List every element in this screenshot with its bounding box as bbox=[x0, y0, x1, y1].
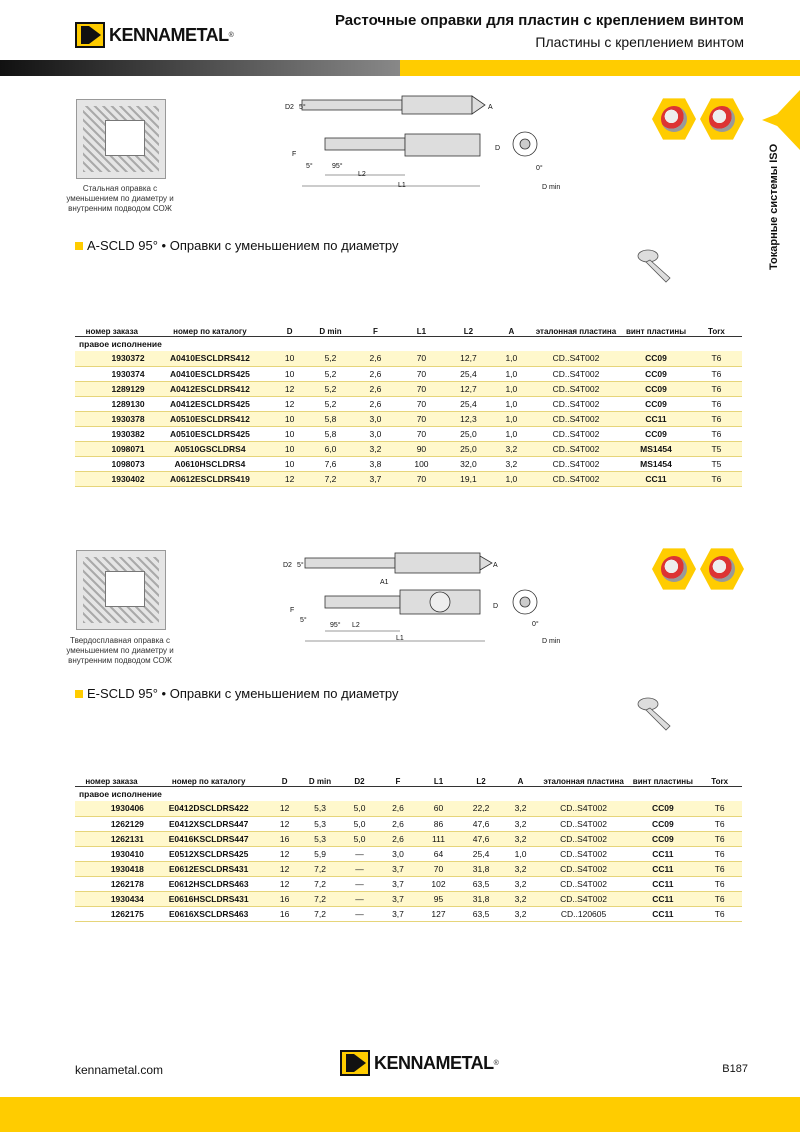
table-row bbox=[75, 411, 742, 426]
table-row bbox=[75, 846, 742, 861]
table-cell: E0612ESCLDRS431 bbox=[148, 861, 270, 876]
insert-icon bbox=[661, 556, 687, 582]
svg-text:0°: 0° bbox=[532, 621, 539, 628]
table-cell: 12 bbox=[269, 816, 299, 831]
insert-icon bbox=[709, 106, 735, 132]
yellow-square-icon bbox=[75, 690, 83, 698]
table-cell: 5,0 bbox=[340, 816, 378, 831]
table-row bbox=[75, 906, 742, 921]
table-cell: 1930406 bbox=[75, 801, 148, 816]
group-label: правое исполнение bbox=[75, 336, 742, 351]
page-header bbox=[0, 0, 800, 80]
table-cell: 1,0 bbox=[492, 411, 531, 426]
table-cell: 3,2 bbox=[502, 816, 538, 831]
table-cell: A0612ESCLDRS419 bbox=[149, 471, 272, 486]
svg-text:L2: L2 bbox=[352, 622, 360, 629]
table-cell: CD..S4T002 bbox=[539, 831, 629, 846]
table-cell: 6,0 bbox=[308, 441, 353, 456]
table-cell: CD..S4T002 bbox=[539, 846, 629, 861]
table-row bbox=[75, 801, 742, 816]
table-cell: 5,8 bbox=[308, 426, 353, 441]
table-cell: CC09 bbox=[628, 816, 697, 831]
insert-badge-1 bbox=[652, 97, 696, 141]
table-cell: CD..S4T002 bbox=[531, 381, 621, 396]
chevron-left-icon bbox=[762, 90, 800, 150]
svg-text:0°: 0° bbox=[536, 165, 543, 172]
table-cell: E0612HSCLDRS463 bbox=[148, 876, 270, 891]
table-cell: 1930418 bbox=[75, 861, 148, 876]
screw-icon bbox=[634, 692, 674, 732]
footer-bar bbox=[0, 1097, 800, 1132]
table-cell: T6 bbox=[697, 846, 742, 861]
table-row bbox=[75, 396, 742, 411]
insert-icon bbox=[709, 556, 735, 582]
table-cell: 16 bbox=[269, 906, 299, 921]
table-cell: 1,0 bbox=[492, 426, 531, 441]
table-cell: CD..120605 bbox=[539, 906, 629, 921]
table-cell: T6 bbox=[697, 816, 742, 831]
table-cell: 1930382 bbox=[75, 426, 149, 441]
table-cell: 1262175 bbox=[75, 906, 148, 921]
svg-text:A: A bbox=[493, 562, 498, 569]
section-e-table: номер заказа номер по каталогу D D min D2 F L1 L2 A эталонная пластина винт пластины Torx правое исполнение 1930406 E0412DSCLDRS422 12 5,3 5,0 2,6 60 22,2 3,2 CD..S4T002 CC09 T6 1262129 E0412XSCLDRS447 12 5,3 5,0 2,6 86 47,6 3,2 CD..S4T002 CC09 T6 1262131 E0416KSCLDRS447 16 5,3 5,0 2,6 111 47,6 3,2 CD..S4T002 CC09 T6 1930410 E0512XSCLDRS425 12 5,9 — 3,0 64 25,4 1,0 CD..S4T002 CC11 T6 1930418 E0612ESCLDRS431 12 7,2 — 3,7 70 31,8 3,2 CD..S4T002 CC11 T6 1262178 E0612HSCLDRS463 12 7,2 — 3,7 102 63,5 3,2 CD..S4T002 CC11 T6 1930434 E0616HSCLDRS431 16 7,2 — 3,7 95 31,8 3,2 CD..S4T002 CC11 T6 1262175 E0616XSCLDRS463 16 7,2 — 3,7 127 63,5 3,2 CD..120605 CC11 T6 bbox=[75, 768, 742, 922]
table-cell: 3,2 bbox=[502, 831, 538, 846]
table-row bbox=[75, 816, 742, 831]
table-cell: 7,6 bbox=[308, 456, 353, 471]
table-cell: CD..S4T002 bbox=[539, 801, 629, 816]
table-cell: A0510GSCLDRS4 bbox=[149, 441, 272, 456]
group-label: правое исполнение bbox=[75, 786, 742, 801]
table-cell: 25,4 bbox=[445, 396, 492, 411]
table-cell: 3,8 bbox=[353, 456, 398, 471]
table-cell: A0410ESCLDRS412 bbox=[149, 351, 272, 366]
table-cell: 60 bbox=[417, 801, 460, 816]
table-cell: 16 bbox=[269, 831, 299, 846]
table-cell: 1098073 bbox=[75, 456, 149, 471]
table-cell: 19,1 bbox=[445, 471, 492, 486]
table-cell: 90 bbox=[398, 441, 445, 456]
table-cell: T6 bbox=[691, 366, 742, 381]
table-row bbox=[75, 891, 742, 906]
table-cell: 12 bbox=[269, 801, 299, 816]
table-cell: 47,6 bbox=[460, 816, 503, 831]
section-a-table: номер заказа номер по каталогу D D min F L1 L2 A эталонная пластина винт пластины Torx правое исполнение 1930372 A0410ESCLDRS412 10 5,2 2,6 70 12,7 1,0 CD..S4T002 CC09 T6 1930374 A0410ESCLDRS425 10 5,2 2,6 70 25,4 1,0 CD..S4T002 CC09 T6 1289129 A0412ESCLDRS412 12 5,2 2,6 70 12,7 1,0 CD..S4T002 CC09 T6 1289130 A0412ESCLDRS425 12 5,2 2,6 70 25,4 1,0 CD..S4T002 CC09 T6 1930378 A0510ESCLDRS412 10 5,8 3,0 70 12,3 1,0 CD..S4T002 CC11 T6 1930382 A0510ESCLDRS425 10 5,8 3,0 70 25,0 1,0 CD..S4T002 CC09 T6 1098071 A0510GSCLDRS4 10 6,0 3,2 90 25,0 3,2 CD..S4T002 MS1454 T5 1098073 A0610HSCLDRS4 10 7,6 3,8 100 32,0 3,2 CD..S4T002 MS1454 T5 1930402 A0612ESCLDRS419 12 7,2 3,7 70 19,1 1,0 CD..S4T002 CC11 T6 bbox=[75, 318, 742, 487]
svg-text:D min: D min bbox=[542, 638, 561, 645]
table-cell: 47,6 bbox=[460, 831, 503, 846]
table-row bbox=[75, 351, 742, 366]
table-row bbox=[75, 441, 742, 456]
table-cell: 3,7 bbox=[353, 471, 398, 486]
table-cell: 12 bbox=[271, 381, 308, 396]
table-cell: 5,0 bbox=[340, 831, 378, 846]
table-cell: 1,0 bbox=[492, 381, 531, 396]
table-cell: CD..S4T002 bbox=[531, 366, 621, 381]
table-cell: CD..S4T002 bbox=[531, 351, 621, 366]
table-cell: 25,0 bbox=[445, 441, 492, 456]
table-cell: 100 bbox=[398, 456, 445, 471]
table-cell: 10 bbox=[271, 456, 308, 471]
table-cell: 1,0 bbox=[502, 846, 538, 861]
table-cell: E0412XSCLDRS447 bbox=[148, 816, 270, 831]
table-cell: 70 bbox=[398, 411, 445, 426]
table-cell: T6 bbox=[691, 426, 742, 441]
table-cell: 5,3 bbox=[300, 801, 341, 816]
table-cell: 3,2 bbox=[492, 441, 531, 456]
table-cell: 7,2 bbox=[300, 906, 341, 921]
table-cell: CC09 bbox=[621, 366, 691, 381]
svg-text:D: D bbox=[493, 603, 499, 610]
table-cell: CC11 bbox=[621, 411, 691, 426]
table-cell: 10 bbox=[271, 441, 308, 456]
table-cell: A0510ESCLDRS412 bbox=[149, 411, 272, 426]
table-cell: 3,7 bbox=[379, 861, 417, 876]
table-cell: 3,0 bbox=[353, 426, 398, 441]
table-cell: 10 bbox=[271, 411, 308, 426]
table-cell: 1098071 bbox=[75, 441, 149, 456]
table-cell: 12 bbox=[269, 861, 299, 876]
svg-text:5°: 5° bbox=[299, 104, 306, 111]
table-row bbox=[75, 381, 742, 396]
bar-neck bbox=[302, 100, 402, 110]
section-e-title: E-SCLD 95° • Оправки с уменьшением по диаметру bbox=[75, 686, 399, 701]
table-cell: 5,3 bbox=[300, 816, 341, 831]
table-row bbox=[75, 861, 742, 876]
page-subtitle: Пластины с креплением винтом bbox=[535, 34, 744, 50]
table-cell: 12 bbox=[271, 396, 308, 411]
table-cell: 2,6 bbox=[379, 831, 417, 846]
table-cell: 3,2 bbox=[502, 801, 538, 816]
table-cell: 32,0 bbox=[445, 456, 492, 471]
table-cell: A0510ESCLDRS425 bbox=[149, 426, 272, 441]
table-row bbox=[75, 456, 742, 471]
table-cell: CD..S4T002 bbox=[531, 441, 621, 456]
svg-text:L1: L1 bbox=[396, 635, 404, 642]
table-cell: 1262131 bbox=[75, 831, 148, 846]
label-dmin: D min bbox=[542, 184, 561, 191]
bar-caption: Твердосплавная оправка с уменьшением по диаметру и внутренним подводом СОЖ bbox=[66, 636, 174, 665]
table-cell: 31,8 bbox=[460, 861, 503, 876]
table-cell: CD..S4T002 bbox=[539, 816, 629, 831]
table-cell: T6 bbox=[697, 801, 742, 816]
page-number: B187 bbox=[722, 1063, 748, 1075]
section-a-title: A-SCLD 95° • Оправки с уменьшением по диаметру bbox=[75, 238, 399, 253]
table-cell: 5,3 bbox=[300, 831, 341, 846]
table-cell: — bbox=[340, 846, 378, 861]
table-row bbox=[75, 426, 742, 441]
table-cell: 2,6 bbox=[353, 366, 398, 381]
table-row bbox=[75, 831, 742, 846]
table-cell: — bbox=[340, 891, 378, 906]
svg-text:D2: D2 bbox=[283, 562, 292, 569]
table-cell: 31,8 bbox=[460, 891, 503, 906]
insert-icon bbox=[661, 106, 687, 132]
table-cell: CD..S4T002 bbox=[531, 426, 621, 441]
table-cell: T6 bbox=[691, 471, 742, 486]
table-cell: E0616HSCLDRS431 bbox=[148, 891, 270, 906]
table-cell: 2,6 bbox=[353, 396, 398, 411]
table-cell: 1930372 bbox=[75, 351, 149, 366]
table-cell: 12 bbox=[269, 846, 299, 861]
table-cell: CC09 bbox=[628, 801, 697, 816]
table-cell: CC11 bbox=[628, 861, 697, 876]
table-cell: 1930374 bbox=[75, 366, 149, 381]
table-cell: 25,0 bbox=[445, 426, 492, 441]
table-cell: 3,7 bbox=[379, 876, 417, 891]
bar-caption: Стальная оправка с уменьшением по диаметру и внутренним подводом СОЖ bbox=[66, 184, 174, 213]
svg-text:95°: 95° bbox=[330, 622, 341, 629]
insert-badge-1 bbox=[652, 547, 696, 591]
col-catalog: номер по каталогу bbox=[173, 326, 247, 336]
table-cell: T5 bbox=[691, 441, 742, 456]
table-cell: 1,0 bbox=[492, 351, 531, 366]
table-cell: 12,7 bbox=[445, 381, 492, 396]
svg-text:A1: A1 bbox=[380, 579, 389, 586]
kennametal-logo-icon bbox=[340, 1050, 370, 1076]
table-cell: 7,2 bbox=[308, 471, 353, 486]
table-cell: 86 bbox=[417, 816, 460, 831]
table-cell: 1930434 bbox=[75, 891, 148, 906]
svg-text:F: F bbox=[290, 607, 295, 614]
kennametal-logo: KENNAMETAL ® bbox=[75, 22, 234, 48]
table-cell: A0412ESCLDRS412 bbox=[149, 381, 272, 396]
table-cell: 10 bbox=[271, 366, 308, 381]
table-cell: 3,2 bbox=[502, 861, 538, 876]
table-cell: CC11 bbox=[621, 471, 691, 486]
table-cell: 25,4 bbox=[445, 366, 492, 381]
table-cell: MS1454 bbox=[621, 456, 691, 471]
table-cell: 3,2 bbox=[502, 891, 538, 906]
table-cell: 95 bbox=[417, 891, 460, 906]
table-cell: 63,5 bbox=[460, 876, 503, 891]
table-cell: 7,2 bbox=[300, 891, 341, 906]
table-cell: 12 bbox=[271, 471, 308, 486]
table-cell: T5 bbox=[691, 456, 742, 471]
table-cell: E0412DSCLDRS422 bbox=[148, 801, 270, 816]
table-cell: 5,9 bbox=[300, 846, 341, 861]
svg-text:5°: 5° bbox=[306, 163, 313, 170]
table-cell: 5,0 bbox=[340, 801, 378, 816]
table-cell: T6 bbox=[697, 906, 742, 921]
svg-text:95°: 95° bbox=[332, 163, 343, 170]
screw-icon bbox=[634, 244, 674, 284]
footer-url-link[interactable]: kennametal.com bbox=[75, 1063, 164, 1077]
table-cell: T6 bbox=[697, 876, 742, 891]
table-cell: CC09 bbox=[621, 426, 691, 441]
side-tab[interactable] bbox=[762, 90, 800, 270]
table-cell: 3,2 bbox=[353, 441, 398, 456]
table-cell: 64 bbox=[417, 846, 460, 861]
table-cell: CD..S4T002 bbox=[531, 396, 621, 411]
table-cell: A0610HSCLDRS4 bbox=[149, 456, 272, 471]
insert-badge-2 bbox=[700, 547, 744, 591]
table-cell: 1930410 bbox=[75, 846, 148, 861]
label-f: F bbox=[292, 151, 297, 158]
svg-text:5°: 5° bbox=[300, 617, 307, 624]
side-tab-label: Токарные системы ISO bbox=[768, 143, 780, 270]
table-cell: 1930402 bbox=[75, 471, 149, 486]
table-cell: 2,6 bbox=[353, 351, 398, 366]
table-cell: CC09 bbox=[621, 396, 691, 411]
table-cell: 63,5 bbox=[460, 906, 503, 921]
table-cell: 10 bbox=[271, 426, 308, 441]
table-cell: 3,0 bbox=[379, 846, 417, 861]
table-cell: 1,0 bbox=[492, 396, 531, 411]
table-cell: T6 bbox=[697, 891, 742, 906]
page-title: Расточные оправки для пластин с креплением винтом bbox=[334, 12, 744, 29]
kennametal-logo-icon bbox=[75, 22, 105, 48]
table-cell: 2,6 bbox=[379, 816, 417, 831]
table-cell: CC09 bbox=[621, 381, 691, 396]
table-cell: CC11 bbox=[628, 876, 697, 891]
table-cell: 70 bbox=[398, 366, 445, 381]
table-cell: 25,4 bbox=[460, 846, 503, 861]
table-cell: T6 bbox=[691, 396, 742, 411]
table-cell: CD..S4T002 bbox=[531, 456, 621, 471]
table-cell: 3,2 bbox=[492, 456, 531, 471]
table-cell: 70 bbox=[398, 351, 445, 366]
table-cell: A0410ESCLDRS425 bbox=[149, 366, 272, 381]
table-cell: E0616XSCLDRS463 bbox=[148, 906, 270, 921]
bar-shank bbox=[402, 96, 472, 114]
table-cell: CC09 bbox=[628, 831, 697, 846]
table-cell: 3,7 bbox=[379, 891, 417, 906]
label-d2: D2 bbox=[285, 104, 294, 111]
table-cell: 22,2 bbox=[460, 801, 503, 816]
table-cell: 1289129 bbox=[75, 381, 149, 396]
table-cell: — bbox=[340, 876, 378, 891]
label-l2: L2 bbox=[358, 171, 366, 178]
table-cell: — bbox=[340, 861, 378, 876]
label-l1: L1 bbox=[398, 182, 406, 189]
table-cell: 102 bbox=[417, 876, 460, 891]
col-order: номер заказа bbox=[85, 326, 138, 336]
table-cell: 1930378 bbox=[75, 411, 149, 426]
table-cell: E0416KSCLDRS447 bbox=[148, 831, 270, 846]
table-cell: 10 bbox=[271, 351, 308, 366]
table-cell: 7,2 bbox=[300, 861, 341, 876]
table-cell: CC11 bbox=[628, 846, 697, 861]
label-d: D bbox=[495, 145, 501, 152]
table-cell: MS1454 bbox=[621, 441, 691, 456]
table-cell: T6 bbox=[697, 831, 742, 846]
table-row bbox=[75, 366, 742, 381]
table-cell: — bbox=[340, 906, 378, 921]
label-a: A bbox=[488, 104, 493, 111]
table-cell: 3,0 bbox=[353, 411, 398, 426]
table-cell: 12 bbox=[269, 876, 299, 891]
table-row bbox=[75, 876, 742, 891]
table-cell: 70 bbox=[398, 396, 445, 411]
table-cell: 16 bbox=[269, 891, 299, 906]
table-cell: T6 bbox=[691, 351, 742, 366]
table-cell: E0512XSCLDRS425 bbox=[148, 846, 270, 861]
table-cell: 2,6 bbox=[353, 381, 398, 396]
boring-bar-drawing bbox=[280, 90, 580, 200]
svg-text:5°: 5° bbox=[297, 562, 304, 569]
table-row bbox=[75, 471, 742, 486]
insert-badge-2 bbox=[700, 97, 744, 141]
table-cell: 5,2 bbox=[308, 381, 353, 396]
table-cell: 5,2 bbox=[308, 351, 353, 366]
table-cell: 70 bbox=[417, 861, 460, 876]
table-cell: A0412ESCLDRS425 bbox=[149, 396, 272, 411]
table-cell: T6 bbox=[697, 861, 742, 876]
table-cell: 127 bbox=[417, 906, 460, 921]
table-cell: 1262178 bbox=[75, 876, 148, 891]
table-cell: CD..S4T002 bbox=[539, 891, 629, 906]
table-cell: 3,2 bbox=[502, 906, 538, 921]
brand-name: KENNAMETAL bbox=[109, 24, 229, 45]
table-cell: CC09 bbox=[621, 351, 691, 366]
table-cell: 12,3 bbox=[445, 411, 492, 426]
table-cell: 1,0 bbox=[492, 366, 531, 381]
table-cell: 3,2 bbox=[502, 876, 538, 891]
bar-section-image bbox=[76, 99, 166, 179]
table-cell: CD..S4T002 bbox=[539, 876, 629, 891]
table-cell: 1289130 bbox=[75, 396, 149, 411]
footer-logo: KENNAMETAL ® bbox=[340, 1050, 499, 1076]
table-cell: CC11 bbox=[628, 891, 697, 906]
yellow-square-icon bbox=[75, 242, 83, 250]
table-cell: CD..S4T002 bbox=[531, 411, 621, 426]
table-cell: 111 bbox=[417, 831, 460, 846]
table-cell: 1,0 bbox=[492, 471, 531, 486]
table-cell: 1262129 bbox=[75, 816, 148, 831]
table-cell: 70 bbox=[398, 381, 445, 396]
table-cell: 70 bbox=[398, 426, 445, 441]
table-cell: T6 bbox=[691, 411, 742, 426]
boring-bar-drawing bbox=[280, 548, 580, 648]
table-cell: 12,7 bbox=[445, 351, 492, 366]
table-cell: CC11 bbox=[628, 906, 697, 921]
table-cell: 5,2 bbox=[308, 396, 353, 411]
table-cell: CD..S4T002 bbox=[531, 471, 621, 486]
table-cell: 70 bbox=[398, 471, 445, 486]
table-cell: T6 bbox=[691, 381, 742, 396]
table-cell: 5,8 bbox=[308, 411, 353, 426]
table-cell: CD..S4T002 bbox=[539, 861, 629, 876]
table-cell: 3,7 bbox=[379, 906, 417, 921]
table-cell: 7,2 bbox=[300, 876, 341, 891]
table-cell: 2,6 bbox=[379, 801, 417, 816]
bar-section-image bbox=[76, 550, 166, 630]
table-cell: 5,2 bbox=[308, 366, 353, 381]
